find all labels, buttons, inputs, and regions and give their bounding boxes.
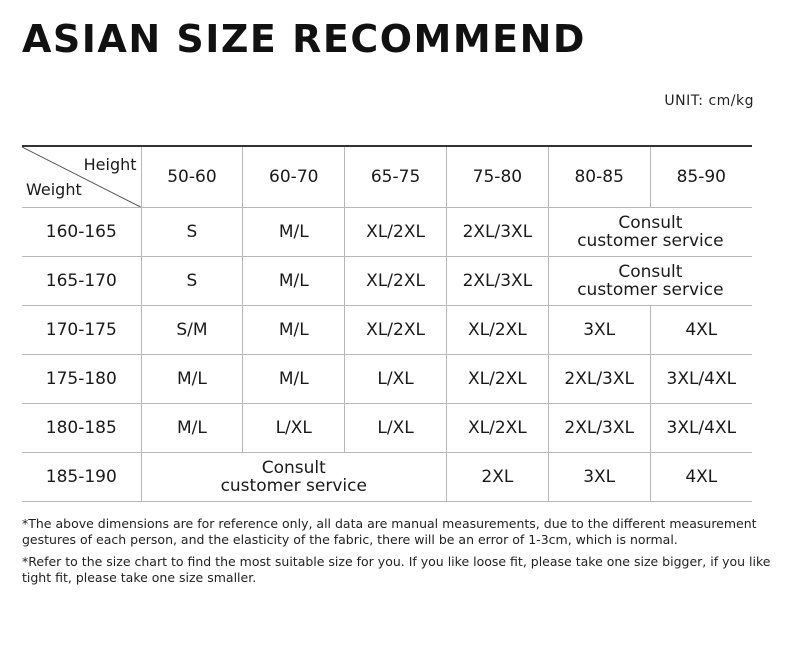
size-cell: L/XL <box>243 404 345 453</box>
size-cell: 4XL <box>650 453 752 502</box>
row-label: 180-185 <box>22 404 141 453</box>
size-cell: S/M <box>141 306 243 355</box>
size-cell: 2XL/3XL <box>446 257 548 306</box>
row-label: 185-190 <box>22 453 141 502</box>
column-header: 50-60 <box>141 146 243 208</box>
row-label: 170-175 <box>22 306 141 355</box>
size-cell: 3XL <box>548 306 650 355</box>
height-axis-label: Height <box>83 155 137 174</box>
size-cell: M/L <box>243 355 345 404</box>
size-cell: M/L <box>243 306 345 355</box>
row-label: 160-165 <box>22 208 141 257</box>
consult-cell <box>141 453 446 502</box>
size-cell: 3XL/4XL <box>650 355 752 404</box>
table-row <box>22 453 752 502</box>
size-cell: XL/2XL <box>446 355 548 404</box>
unit-label: UNIT: cm/kg <box>664 93 754 109</box>
table-row <box>22 208 752 257</box>
size-cell: L/XL <box>345 404 447 453</box>
size-cell: S <box>141 257 243 306</box>
consult-line-1: Consult <box>618 213 683 233</box>
size-cell: 3XL/4XL <box>650 404 752 453</box>
row-label: 175-180 <box>22 355 141 404</box>
column-header: 60-70 <box>243 146 345 208</box>
fit-advice-note: *Refer to the size chart to find the most suitable size for you. If you like loose fit, please take one size bigger, if you like tight fit, please take one size smaller. <box>22 554 771 585</box>
table-header-row <box>22 146 752 208</box>
size-cell: M/L <box>243 208 345 257</box>
consult-cell <box>548 257 752 306</box>
table-row <box>22 257 752 306</box>
consult-line-2: customer service <box>220 476 367 496</box>
table-row <box>22 404 752 453</box>
column-header: 80-85 <box>548 146 650 208</box>
size-cell: S <box>141 208 243 257</box>
corner-header-cell <box>22 146 141 208</box>
consult-line-2: customer service <box>577 280 724 300</box>
column-header: 65-75 <box>345 146 447 208</box>
page-title: ASIAN SIZE RECOMMEND <box>22 17 586 61</box>
row-label: 165-170 <box>22 257 141 306</box>
table-row <box>22 355 752 404</box>
size-cell: XL/2XL <box>446 404 548 453</box>
size-cell: L/XL <box>345 355 447 404</box>
weight-axis-label: Weight <box>26 180 82 199</box>
consult-line-1: Consult <box>261 458 326 478</box>
size-cell: 2XL/3XL <box>548 404 650 453</box>
column-header: 85-90 <box>650 146 752 208</box>
size-cell: M/L <box>141 355 243 404</box>
column-header: 75-80 <box>446 146 548 208</box>
size-cell: M/L <box>243 257 345 306</box>
size-cell: XL/2XL <box>446 306 548 355</box>
size-cell: XL/2XL <box>345 257 447 306</box>
size-cell: 2XL <box>446 453 548 502</box>
size-cell: 3XL <box>548 453 650 502</box>
consult-cell <box>548 208 752 257</box>
size-cell: M/L <box>141 404 243 453</box>
consult-line-2: customer service <box>577 231 724 251</box>
disclaimer-note: *The above dimensions are for reference only, all data are manual measurements, due to the different measurement gestures of each person, and the elasticity of the fabric, there will be an error of 1-3cm, which is normal. <box>22 516 757 547</box>
size-chart-table <box>22 145 752 502</box>
size-cell: 4XL <box>650 306 752 355</box>
size-cell: 2XL/3XL <box>548 355 650 404</box>
size-cell: XL/2XL <box>345 306 447 355</box>
table-row <box>22 306 752 355</box>
size-cell: XL/2XL <box>345 208 447 257</box>
consult-line-1: Consult <box>618 262 683 282</box>
size-cell: 2XL/3XL <box>446 208 548 257</box>
